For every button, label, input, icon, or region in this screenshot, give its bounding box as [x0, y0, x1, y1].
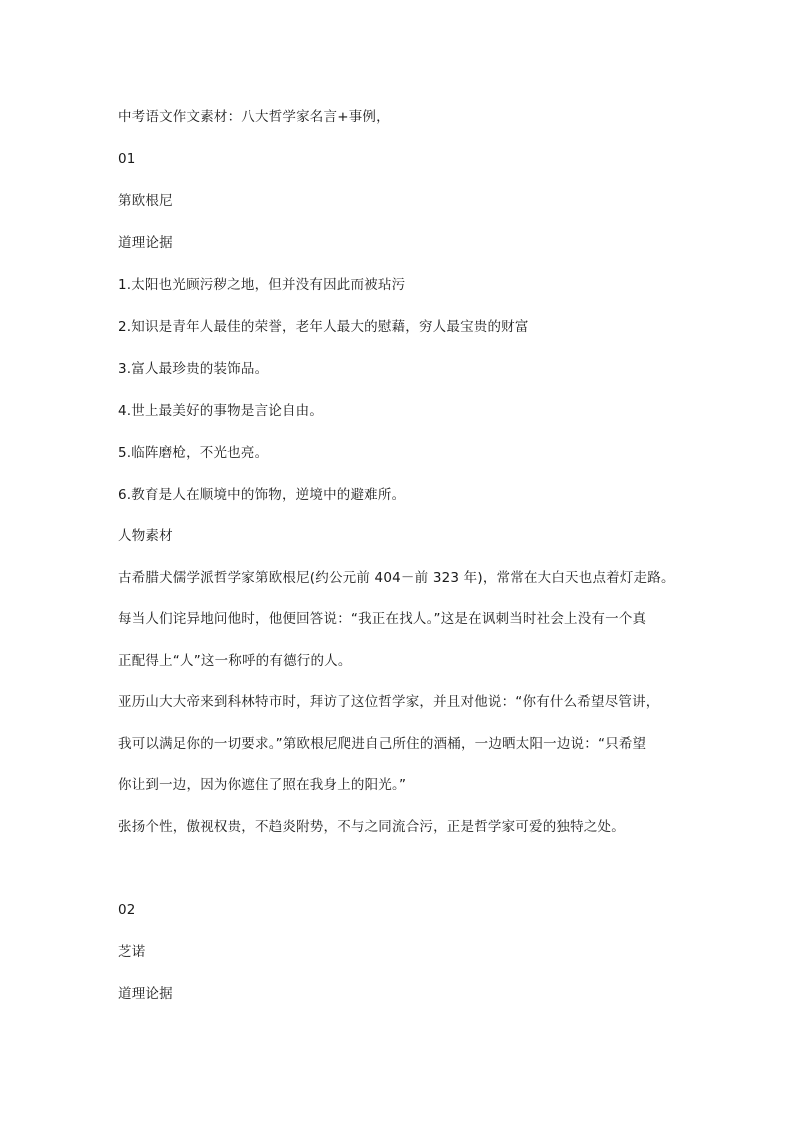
- section-number: 01: [118, 151, 136, 167]
- quote-item: 6.教育是人在顺境中的饰物，逆境中的避难所。: [118, 487, 406, 503]
- quote-item: 1.太阳也光顾污秽之地，但并没有因此而被玷污: [118, 277, 406, 293]
- document-title: 中考语文作文素材：八大哲学家名言+事例，: [118, 109, 390, 125]
- story-line: 每当人们诧异地问他时，他便回答说：“我正在找人。”这是在讽刺当时社会上没有一个真: [118, 611, 647, 627]
- story-line: 古希腊犬儒学派哲学家第欧根尼(约公元前 404－前 323 年)，常常在大白天也点着灯走路。: [118, 570, 675, 586]
- section-number: 02: [118, 902, 136, 918]
- argument-heading: 道理论据: [118, 235, 173, 251]
- quote-item: 5.临阵磨枪，不光也亮。: [118, 445, 269, 461]
- story-line: 你让到一边，因为你遮住了照在我身上的阳光。”: [118, 777, 407, 793]
- argument-heading: 道理论据: [118, 986, 173, 1002]
- story-line: 我可以满足你的一切要求。”第欧根尼爬进自己所住的酒桶，一边晒太阳一边说：“只希望: [118, 736, 647, 752]
- story-line: 张扬个性，傲视权贵，不趋炎附势，不与之同流合污，正是哲学家可爱的独特之处。: [118, 819, 625, 835]
- philosopher-name: 第欧根尼: [118, 193, 173, 209]
- quote-item: 3.富人最珍贵的装饰品。: [118, 361, 269, 377]
- material-heading: 人物素材: [118, 528, 173, 544]
- story-line: 正配得上“人”这一称呼的有德行的人。: [118, 653, 352, 669]
- quote-item: 2.知识是青年人最佳的荣誉，老年人最大的慰藉，穷人最宝贵的财富: [118, 319, 529, 335]
- quote-item: 4.世上最美好的事物是言论自由。: [118, 403, 324, 419]
- story-line: 亚历山大大帝来到科林特市时，拜访了这位哲学家，并且对他说：“你有什么希望尽管讲，: [118, 694, 660, 710]
- philosopher-name: 芝诺: [118, 944, 146, 960]
